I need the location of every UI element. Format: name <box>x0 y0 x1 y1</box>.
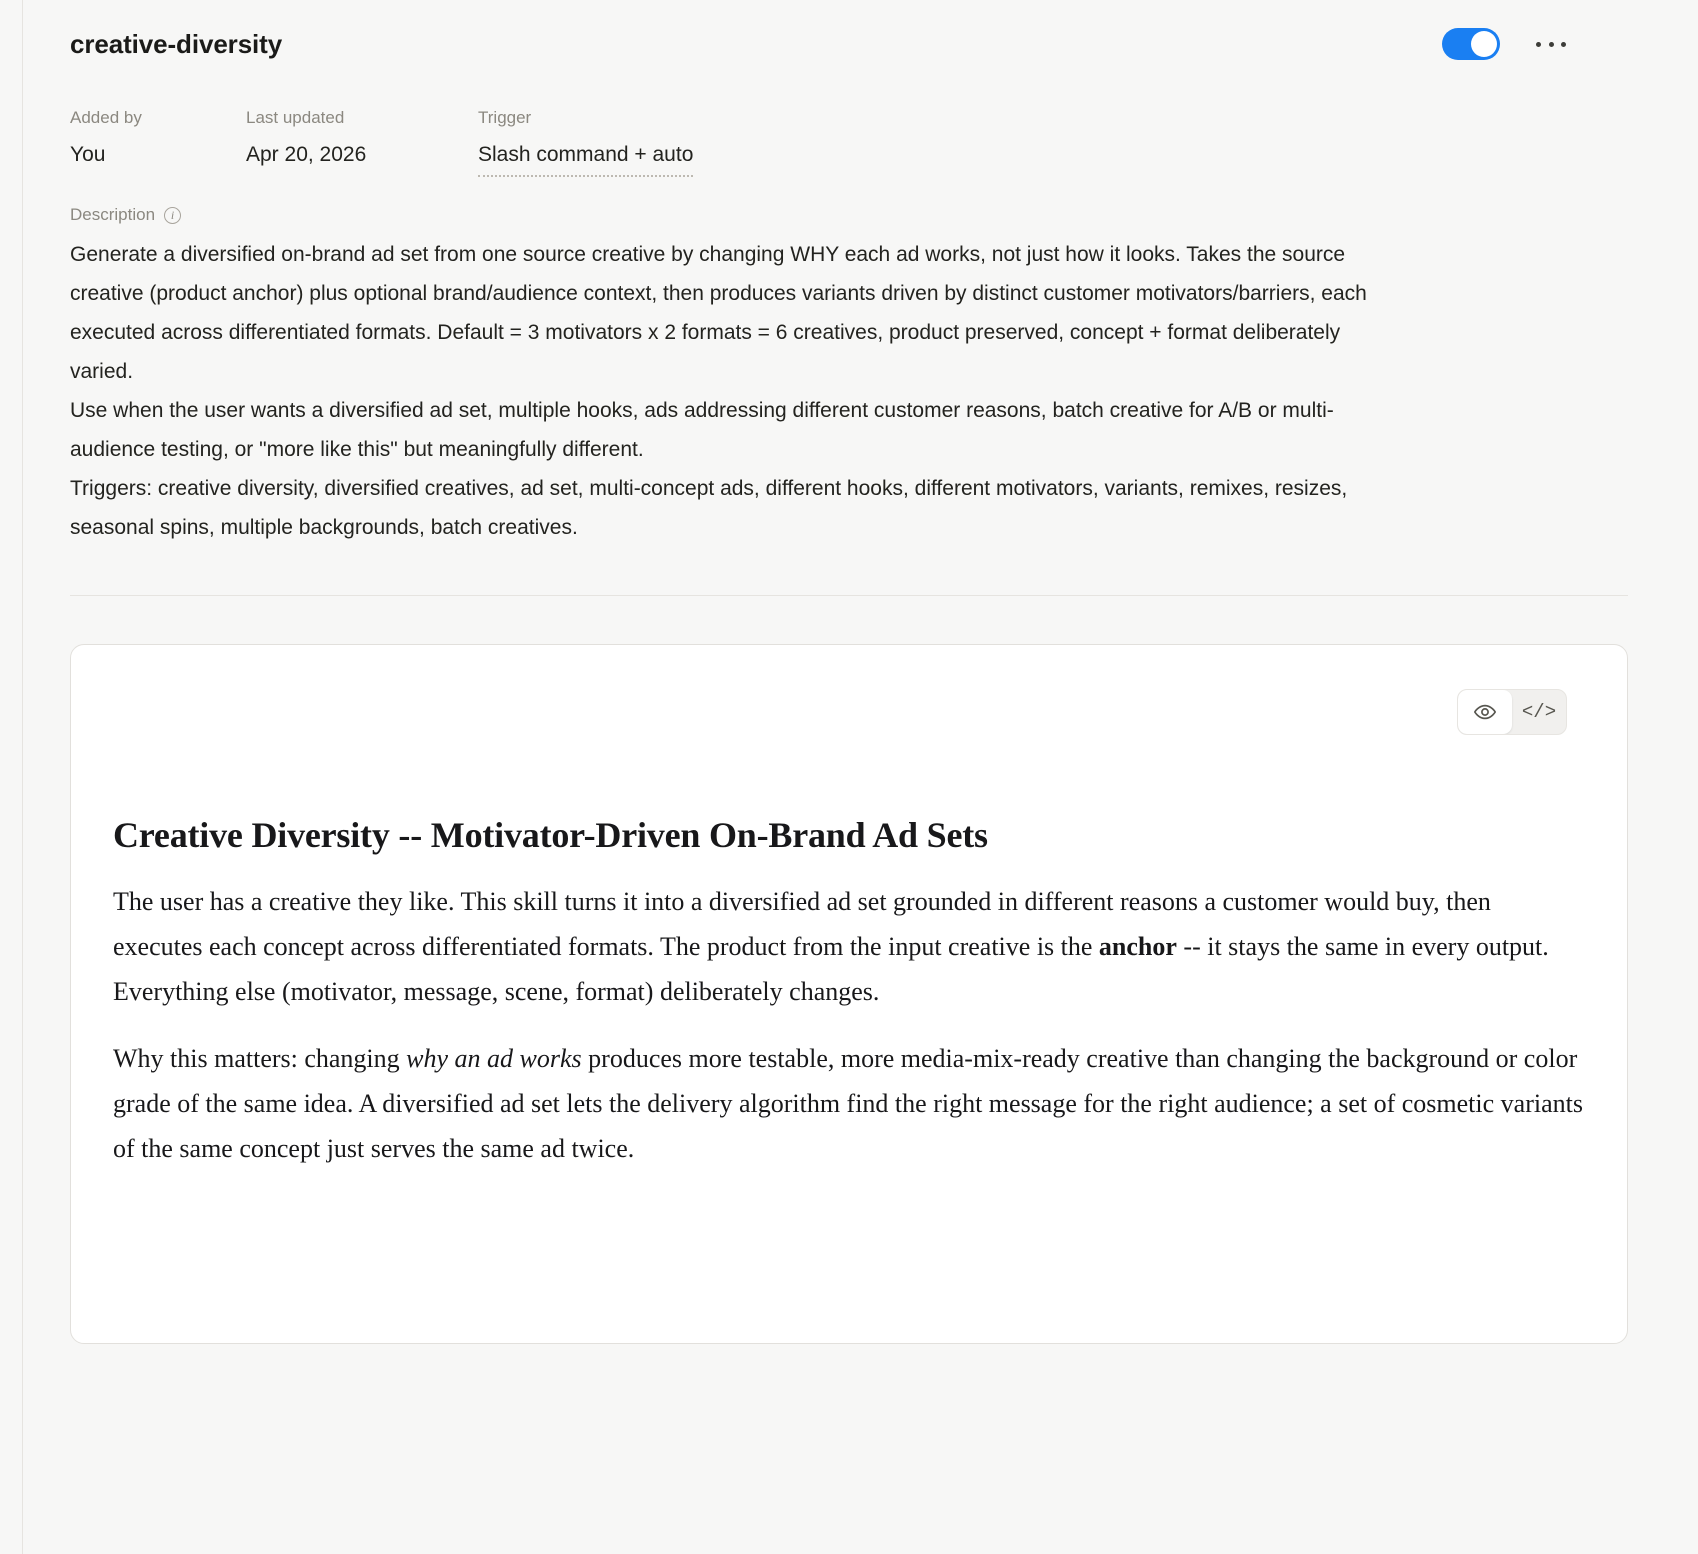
description-paragraph: Use when the user wants a diversified ad set, multiple hooks, ads addressing different customer reasons, batch creative for A/B or multi-audience testing, or "more like this" but meaningfully different. <box>70 399 1334 461</box>
description-label: Description <box>70 205 156 224</box>
doc-text: The user has a creative they like. This skill turns it into a diversified ad set grounded in different reasons a customer would buy, then executes each concept across differentiated formats. The product from the input creative is the <box>113 887 1491 961</box>
left-rail-divider <box>22 0 23 1554</box>
code-icon: </> <box>1521 701 1557 723</box>
content-column <box>70 0 1698 1344</box>
meta-label: Trigger <box>478 108 532 127</box>
description-header <box>70 205 1698 225</box>
meta-label: Last updated <box>246 108 345 127</box>
skill-enabled-toggle[interactable] <box>1442 28 1500 60</box>
meta-added-by <box>70 106 246 177</box>
document-paragraph-1 <box>113 879 1583 1014</box>
description-paragraph: Generate a diversified on-brand ad set from one source creative by changing WHY each ad works, not just how it looks. Takes the source creative (product anchor) plus optional brand/audience context, then produces variants driven by distinct customer motivators/barriers, each executed across differentiated formats. Default = 3 motivators x 2 formats = 6 creatives, product preserved, concept + format deliberately varied. <box>70 243 1367 383</box>
doc-bold-anchor: anchor <box>1098 932 1177 961</box>
meta-last-updated <box>246 106 478 177</box>
section-divider <box>70 595 1628 596</box>
document-title: Creative Diversity -- Motivator-Driven On-Brand Ad Sets <box>113 815 988 855</box>
header-actions <box>1442 28 1566 60</box>
doc-text: -- it stays the same in every output. Everything else (motivator, message, scene, format) deliberately changes. <box>113 932 1549 1006</box>
meta-label: Added by <box>70 108 142 127</box>
meta-value: Apr 20, 2026 <box>246 143 367 166</box>
skill-meta <box>70 106 1698 177</box>
view-mode-switch <box>1457 689 1567 735</box>
eye-icon <box>1473 700 1497 724</box>
description-paragraph: Triggers: creative diversity, diversified creatives, ad set, multi-concept ads, different hooks, different motivators, variants, remixes, resizes, seasonal spins, multiple backgrounds, batch creatives. <box>70 477 1348 539</box>
description-text <box>70 235 1370 547</box>
skill-preview-card <box>70 644 1628 1344</box>
meta-value-trigger[interactable]: Slash command + auto <box>478 138 693 177</box>
view-mode-preview-button[interactable] <box>1458 690 1512 734</box>
view-mode-source-button[interactable] <box>1512 690 1566 734</box>
doc-text: produces more testable, more media-mix-ready creative than changing the background or color grade of the same idea. A diversified ad set lets the delivery algorithm find the right message for the right audience; a set of cosmetic variants of the same concept just serves the same ad twice. <box>113 1044 1583 1163</box>
skill-header <box>70 0 1698 60</box>
document-paragraph-2 <box>113 1036 1583 1171</box>
toggle-knob <box>1471 31 1497 57</box>
rendered-skill-document <box>113 813 1583 1171</box>
doc-text: Why this matters: changing <box>113 1044 407 1073</box>
meta-trigger <box>478 106 693 177</box>
page-title: creative-diversity <box>70 28 283 59</box>
info-icon[interactable]: i <box>164 207 181 224</box>
meta-value: You <box>70 143 106 166</box>
doc-italic-phrase: why an ad works <box>406 1044 582 1073</box>
more-options-icon[interactable] <box>1536 31 1566 57</box>
